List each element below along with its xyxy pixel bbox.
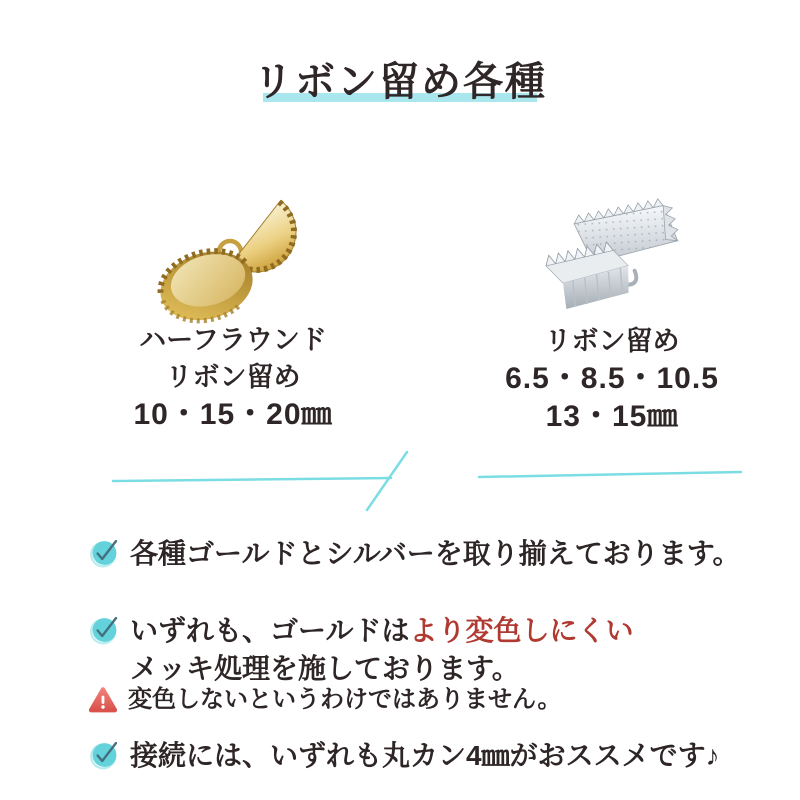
note-assortment <box>88 535 741 573</box>
note-recommend <box>88 737 720 775</box>
note-warning <box>88 684 561 716</box>
check-icon <box>88 739 121 772</box>
left-caption-line-2: リボン留め <box>165 362 301 392</box>
note-plating-prefix: いずれも、ゴールドは <box>130 615 410 646</box>
right-caption-sizes-2: 13・15㎜ <box>545 400 679 433</box>
silver-ribbon-crimp-image <box>535 198 690 316</box>
right-caption-sizes-1: 6.5・8.5・10.5 <box>505 362 719 395</box>
note-warning-text: 変色しないというわけではありません。 <box>128 686 562 713</box>
check-icon <box>88 614 121 647</box>
left-caption-line-1: ハーフラウンド <box>139 325 327 355</box>
check-icon <box>88 537 121 570</box>
note-plating-line-2: メッキ処理を施しております。 <box>130 653 520 684</box>
note-plating-line-1 <box>130 612 633 650</box>
warning-icon <box>88 685 118 715</box>
page-title: リボン留め各種 <box>253 60 547 104</box>
note-assortment-text: 各種ゴールドとシルバーを取り揃えております。 <box>130 538 741 569</box>
left-product-caption <box>108 322 358 434</box>
gold-half-round-clasp-image <box>150 190 315 330</box>
note-plating-highlight: より変色しにくい <box>409 615 634 646</box>
divider-lines <box>0 440 800 525</box>
note-recommend-text: 接続には、いずれも丸カン4㎜がおススメです♪ <box>130 740 720 771</box>
left-caption-sizes: 10・15・20㎜ <box>133 398 333 431</box>
right-product-caption <box>487 323 737 436</box>
right-caption-line-1: リボン留め <box>544 326 680 356</box>
note-plating <box>88 612 633 688</box>
note-plating-text <box>130 612 633 688</box>
